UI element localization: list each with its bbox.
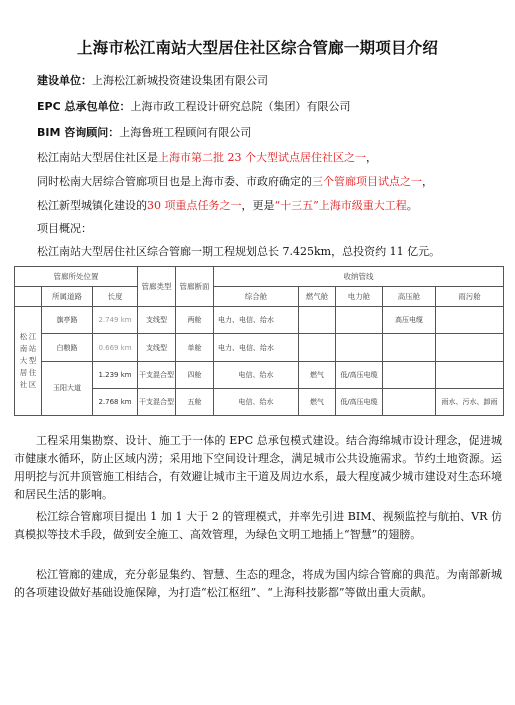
cell-road: 玉阳大道 <box>42 361 93 415</box>
builder-value: 上海松江新城投资建设集团有限公司 <box>92 74 268 87</box>
intro-text: ，更是 <box>241 199 275 212</box>
cell-power: 低/高压电缆 <box>336 361 383 388</box>
cell-power: 低/高压电缆 <box>336 388 383 415</box>
overview-label: 项目概况： <box>37 222 92 235</box>
cell-section: 五舱 <box>176 388 214 415</box>
highlight-text: 30 项重点任务之一 <box>147 199 242 212</box>
cell-gas: 燃气 <box>299 388 336 415</box>
epc-value: 上海市政工程设计研究总院（集团）有限公司 <box>130 100 351 113</box>
cell-rain <box>436 307 504 334</box>
header-road: 所属道路 <box>42 287 93 307</box>
cell-section: 单舱 <box>176 334 214 361</box>
bim-value: 上海鲁班工程顾问有限公司 <box>119 126 252 139</box>
cell-comprehensive: 电力、电信、给水 <box>214 334 299 361</box>
cell-comprehensive: 电信、给水 <box>214 361 299 388</box>
intro-text: 同时松南大居综合管廊项目也是上海市委、市政府确定的 <box>37 175 312 188</box>
district-char: 松 <box>19 332 28 342</box>
intro-line-1 <box>37 151 377 165</box>
district-char: 南 <box>19 344 28 354</box>
cell-road: 旗亭路 <box>42 307 93 334</box>
paragraph-construction: 工程采用集勘察、设计、施工于一体的 EPC 总承包模式建设。结合海绵城市设计理念，促进城市健康水循环，防止区域内涝；采用地下空间设计理念，满足城市公共设施需求。节约土地资源。运用明挖与沉井顶管施工相结合，有效避让城市主干道及周边水系，最大程度减少城市建设对生态环境和居民生活的影响。 <box>14 434 502 501</box>
overview-text: 松江南站大型居住社区综合管廊一期工程规划总长 7.425km，总投资约 11 亿元。 <box>37 245 441 258</box>
cell-power <box>336 334 383 361</box>
cell-rain: 雨水、污水、卸雨 <box>436 388 504 415</box>
table-row <box>15 361 504 388</box>
intro-text: ， <box>422 175 433 188</box>
cell-road: 白粮路 <box>42 334 93 361</box>
pipe-gallery-table <box>14 266 504 416</box>
highlight-text: 三个管廊项目试点之一 <box>312 175 422 188</box>
intro-text: 松江南站大型居住社区是 <box>37 151 158 164</box>
header-gas: 燃气舱 <box>299 287 336 307</box>
district-cell <box>15 307 42 416</box>
highlight-text: “十三五”上海市级重大工程 <box>274 199 407 212</box>
cell-gas <box>299 334 336 361</box>
header-pipes: 收纳管线 <box>214 267 504 287</box>
district-char: 区 <box>28 380 37 390</box>
cell-section: 四舱 <box>176 361 214 388</box>
cell-type: 支线型 <box>138 334 176 361</box>
cell-rain <box>436 334 504 361</box>
cell-length: 2.749 km <box>93 307 138 334</box>
district-char: 大 <box>19 356 28 366</box>
builder-line <box>37 74 268 88</box>
paragraph-significance: 松江管廊的建成，充分彰显集约、智慧、生态的理念，将成为国内综合管廊的典范。为南部新城的各项建设做好基础设施保障，为打造“松江枢纽”、“上海科技影都”等做出重大贡献。 <box>14 568 502 599</box>
district-char: 居 <box>19 368 28 378</box>
district-char: 江 <box>28 332 37 342</box>
cell-length: 0.669 km <box>93 334 138 361</box>
header-section: 管廊断面 <box>176 267 214 307</box>
cell-hv <box>383 334 436 361</box>
paragraph-management: 松江综合管廊项目提出 1 加 1 大于 2 的管理模式，并率先引进 BIM、视频监控与航拍、VR 仿真模拟等技术手段，做到安全施工、高效管理，为绿色文明工地插上“智慧”的翅膀。 <box>14 510 502 541</box>
header-length: 长度 <box>93 287 138 307</box>
district-char: 社 <box>19 380 28 390</box>
epc-label: EPC 总承包单位： <box>37 100 131 113</box>
district-char: 型 <box>28 356 37 366</box>
cell-gas <box>299 307 336 334</box>
table-row <box>15 307 504 334</box>
cell-length: 2.768 km <box>93 388 138 415</box>
header-blank <box>15 287 42 307</box>
cell-hv <box>383 388 436 415</box>
highlight-text: 上海市第二批 23 个大型试点居住社区之一 <box>158 151 366 164</box>
document-title: 上海市松江南站大型居住社区综合管廊一期项目介绍 <box>76 39 439 57</box>
header-type: 管廊类型 <box>138 267 176 307</box>
header-location: 管廊所处位置 <box>15 267 138 287</box>
intro-text: 松江新型城镇化建设的 <box>37 199 147 212</box>
cell-type: 干支混合型 <box>138 361 176 388</box>
intro-text: ， <box>366 151 377 164</box>
cell-hv <box>383 361 436 388</box>
cell-comprehensive: 电信、给水 <box>214 388 299 415</box>
bim-label: BIM 咨询顾问： <box>37 126 120 139</box>
table-row <box>15 334 504 361</box>
intro-text: 。 <box>406 199 418 212</box>
cell-power <box>336 307 383 334</box>
bim-line <box>37 126 251 140</box>
cell-rain <box>436 361 504 388</box>
district-char: 站 <box>28 344 37 354</box>
header-hv: 高压舱 <box>383 287 436 307</box>
cell-gas: 燃气 <box>299 361 336 388</box>
header-comprehensive: 综合舱 <box>214 287 299 307</box>
cell-type: 支线型 <box>138 307 176 334</box>
cell-hv: 高压电缆 <box>383 307 436 334</box>
intro-line-3 <box>37 199 418 213</box>
cell-length: 1.239 km <box>93 361 138 388</box>
builder-label: 建设单位： <box>37 74 92 87</box>
cell-comprehensive: 电力、电信、给水 <box>214 307 299 334</box>
header-power: 电力舱 <box>336 287 383 307</box>
cell-section: 两舱 <box>176 307 214 334</box>
district-char: 住 <box>28 368 37 378</box>
intro-line-2 <box>37 175 433 189</box>
epc-line <box>37 100 350 114</box>
cell-type: 干支混合型 <box>138 388 176 415</box>
header-rain: 雨污舱 <box>436 287 504 307</box>
